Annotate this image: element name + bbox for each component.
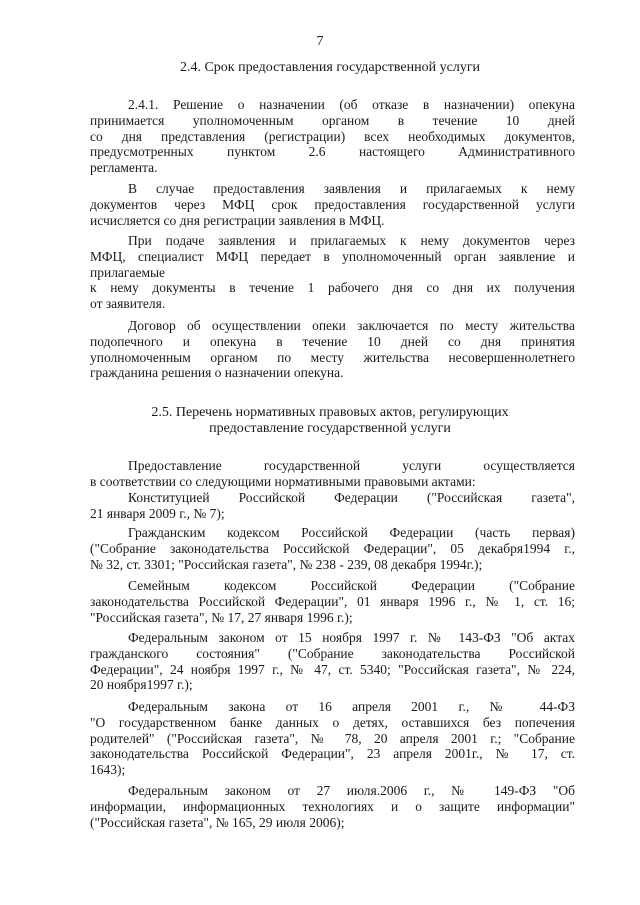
list-item-civil-status-law xyxy=(90,630,575,693)
list-item-constitution xyxy=(90,490,575,522)
text-line: Конституцией Российской Федерации ("Российская газета", xyxy=(128,490,575,505)
list-item-orphans-databank-law xyxy=(90,699,575,778)
text-line: Федеральным законом от 15 ноября 1997 г. № 143-ФЗ "Об актах xyxy=(128,630,575,645)
text-line: В случае предоставления заявления и прилагаемых к нему xyxy=(128,181,575,196)
text-line: гражданина решения о назначении опекуна. xyxy=(90,365,344,381)
page-number: 7 xyxy=(316,34,324,49)
text-line: 2.4.1. Решение о назначении (об отказе в назначении) опекуна xyxy=(128,97,575,112)
text-line: 21 января 2009 г., № 7); xyxy=(90,505,225,521)
section-heading-line: предоставление государственной услуги xyxy=(209,421,451,436)
section-heading-line: 2.5. Перечень нормативных правовых актов, регулирующих xyxy=(151,405,509,420)
text-line: МФЦ, специалист МФЦ передает в уполномоченный орган заявление и xyxy=(90,248,575,264)
list-item-civil-code xyxy=(90,525,575,572)
paragraph-guardianship-contract xyxy=(90,318,575,381)
text-line: Федеральным законом от 27 июля.2006 г., № 149-ФЗ "Об xyxy=(128,783,575,798)
text-line: законодательства Российской Федерации", 01 января 1996 г., № 1, ст. 16; xyxy=(90,593,575,609)
text-line: Федерации", 24 ноября 1997 г., № 47, ст. 5340; "Российская газета", № 224, xyxy=(90,661,575,677)
paragraph-mfc-submission xyxy=(90,233,575,312)
text-line: принимается уполномоченным органом в течение 10 дней xyxy=(90,112,575,128)
text-line: документов через МФЦ срок предоставления государственной услуги xyxy=(90,196,575,212)
text-line: законодательства Российской Федерации", 23 апреля 2001г., № 17, ст. xyxy=(90,746,575,762)
text-line: прилагаемые xyxy=(90,264,166,280)
text-line: 1643); xyxy=(90,762,126,778)
text-line: со дня представления (регистрации) всех необходимых документов, xyxy=(90,128,575,144)
text-line: к нему документы в течение 1 рабочего дня со дня их получения xyxy=(90,280,575,296)
text-line: При подаче заявления и прилагаемых к нему документов через xyxy=(128,233,575,248)
text-line: Договор об осуществлении опеки заключается по месту жительства xyxy=(128,318,575,333)
text-line: Федеральным закона от 16 апреля 2001 г., № 44-ФЗ xyxy=(128,699,575,714)
text-line: Семейным кодексом Российской Федерации ("Собрание xyxy=(128,578,575,593)
list-item-information-law xyxy=(90,783,575,830)
text-line: от заявителя. xyxy=(90,296,166,312)
text-line: "Российская газета", № 17, 27 января 1996 г.); xyxy=(90,609,353,625)
text-line: исчисляется со дня регистрации заявления в МФЦ. xyxy=(90,212,385,228)
text-line: информации, информационных технологиях и о защите информации" xyxy=(90,798,575,814)
text-line: 20 ноября1997 г.); xyxy=(90,677,193,693)
text-line: в соответствии со следующими нормативными правовыми актами: xyxy=(90,473,476,489)
text-line: ("Собрание законодательства Российской Федерации", 05 декабря1994 г., xyxy=(90,540,575,556)
list-item-family-code xyxy=(90,578,575,625)
text-line: подопечного и опекуна в течение 10 дней со дня принятия xyxy=(90,333,575,349)
text-line: уполномоченным органом по месту жительства несовершеннолетнего xyxy=(90,349,575,365)
section-heading-2-4: 2.4. Срок предоставления государственной услуги xyxy=(179,60,481,75)
paragraph-mfc-term xyxy=(90,181,575,228)
text-line: № 32, ст. 3301; "Российская газета", № 238 - 239, 08 декабря 1994г.); xyxy=(90,556,483,572)
text-line: "О государственном банке данных о детях, оставшихся без попечения xyxy=(90,714,575,730)
paragraph-legal-basis-intro xyxy=(90,458,575,490)
text-line: Предоставление государственной услуги осуществляется xyxy=(128,458,575,473)
text-line: Гражданским кодексом Российской Федерации (часть первая) xyxy=(128,525,575,540)
text-line: регламента. xyxy=(90,160,158,176)
text-line: предусмотренных пунктом 2.6 настоящего Административного xyxy=(90,144,575,160)
text-line: родителей" ("Российская газета", № 78, 20 апреля 2001 г.; "Собрание xyxy=(90,730,575,746)
paragraph-2-4-1 xyxy=(90,97,575,176)
text-line: ("Российская газета", № 165, 29 июля 2006); xyxy=(90,814,345,830)
section-heading-2-5 xyxy=(60,405,600,437)
text-line: гражданского состояния" ("Собрание законодательства Российской xyxy=(90,645,575,661)
